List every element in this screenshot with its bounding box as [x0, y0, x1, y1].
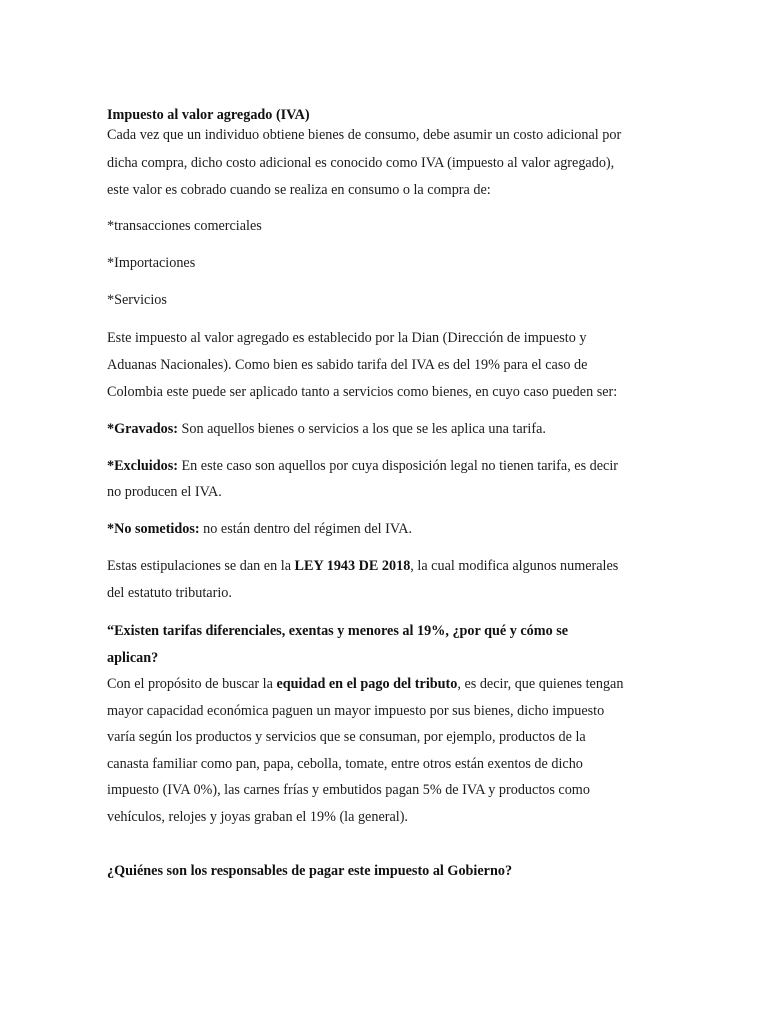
bullet-transacciones: *transacciones comerciales: [107, 218, 262, 234]
answer-line-1: [107, 675, 623, 693]
answer-line-6: vehículos, relojes y joyas graban el 19% (la general).: [107, 809, 408, 825]
excluidos-text: En este caso son aquellos por cuya disposición legal no tienen tarifa, es decir: [177, 458, 619, 474]
ley-pre: Estas estipulaciones se dan en la: [107, 558, 295, 574]
answer-line-5: impuesto (IVA 0%), las carnes frías y embutidos pagan 5% de IVA y productos como: [107, 782, 590, 798]
dian-line-2: Aduanas Nacionales). Como bien es sabido tarifa del IVA es del 19% para el caso de: [107, 357, 588, 373]
answer-line-4: canasta familiar como pan, papa, cebolla, tomate, entre otros están exentos de dicho: [107, 756, 583, 772]
question2: ¿Quiénes son los responsables de pagar este impuesto al Gobierno?: [107, 863, 513, 879]
excluidos-line-1: [107, 457, 618, 475]
ley-line-1: [107, 557, 618, 575]
bullet-servicios: *Servicios: [107, 292, 167, 308]
question1-line-1: “Existen tarifas diferenciales, exentas y menores al 19%, ¿por qué y cómo se: [107, 623, 569, 639]
excluidos-line-2: no producen el IVA.: [107, 484, 222, 500]
intro-line-1: Cada vez que un individuo obtiene bienes de consumo, debe asumir un costo adicional por: [107, 127, 622, 143]
no-sometidos-text: no están dentro del régimen del IVA.: [199, 521, 413, 537]
answer-line-3: varía según los productos y servicios que se consuman, por ejemplo, productos de la: [107, 729, 586, 745]
bullet-importaciones: *Importaciones: [107, 255, 196, 271]
gravados-line: [107, 420, 546, 438]
no-sometidos-label: *No sometidos:: [107, 521, 200, 537]
ley-line-2: del estatuto tributario.: [107, 585, 232, 601]
answer-pre: Con el propósito de buscar la: [107, 676, 277, 692]
ley-bold: LEY 1943 DE 2018: [294, 558, 411, 574]
dian-line-3: Colombia este puede ser aplicado tanto a servicios como bienes, en cuyo caso pueden ser:: [107, 384, 618, 400]
no-sometidos-line: [107, 520, 412, 538]
gravados-label: *Gravados:: [107, 421, 178, 437]
dian-line-1: Este impuesto al valor agregado es establecido por la Dian (Dirección de impuesto y: [107, 330, 587, 346]
answer-bold: equidad en el pago del tributo: [276, 676, 458, 692]
excluidos-label: *Excluidos:: [107, 458, 178, 474]
intro-line-2: dicha compra, dicho costo adicional es conocido como IVA (impuesto al valor agregado),: [107, 155, 615, 171]
document-title: Impuesto al valor agregado (IVA): [107, 107, 310, 123]
question1-line-2: aplican?: [107, 650, 159, 666]
ley-post: , la cual modifica algunos numerales: [410, 558, 619, 574]
answer-line-2: mayor capacidad económica paguen un mayor impuesto por sus bienes, dicho impuesto: [107, 703, 605, 719]
answer-post: , es decir, que quienes tengan: [457, 676, 624, 692]
gravados-text: Son aquellos bienes o servicios a los que se les aplica una tarifa.: [177, 421, 546, 437]
intro-line-3: este valor es cobrado cuando se realiza en consumo o la compra de:: [107, 182, 491, 198]
